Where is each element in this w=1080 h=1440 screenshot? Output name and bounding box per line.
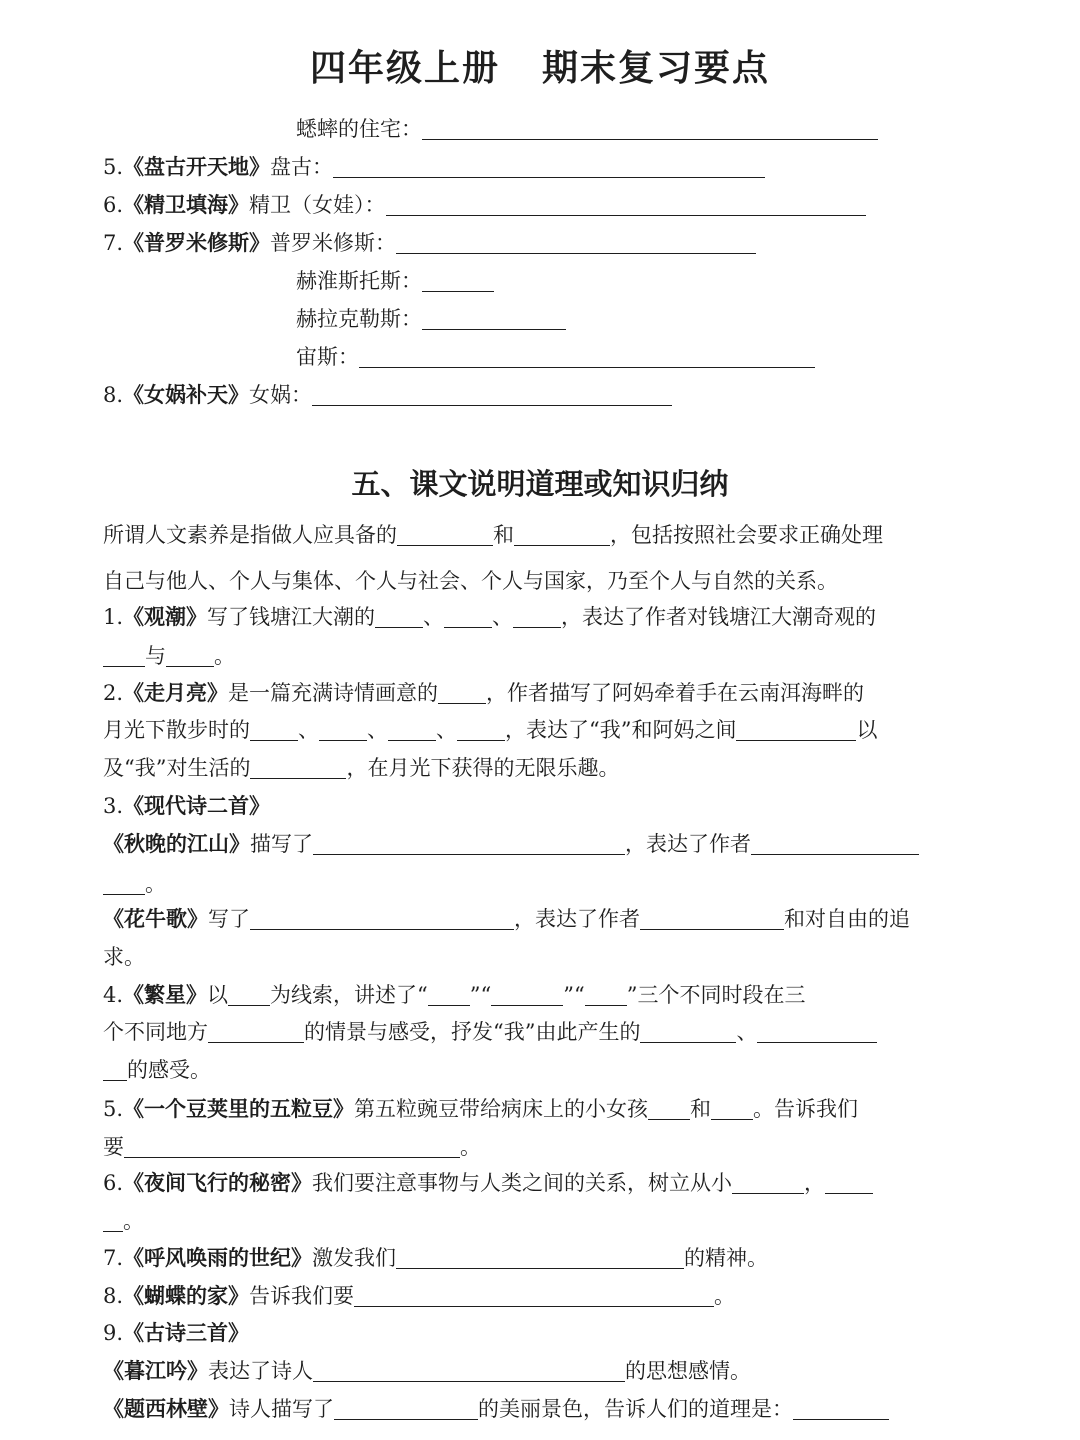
line-hephaestus: 赫淮斯托斯： [103, 266, 494, 296]
line-prometheus: 7.《普罗米修斯》普罗米修斯： [103, 228, 756, 258]
answer-blank[interactable] [793, 1399, 889, 1420]
answer-blank[interactable] [250, 909, 514, 930]
line-jingwei: 6.《精卫填海》精卫（女娃）： [103, 190, 866, 220]
item-8-line: 8.《蝴蝶的家》告诉我们要 。 [103, 1284, 736, 1308]
answer-blank[interactable] [166, 646, 214, 667]
line-nuwa: 8.《女娲补天》女娲： [103, 380, 672, 410]
item-9a-line: 《暮江吟》表达了诗人 的思想感情。 [103, 1359, 751, 1383]
line-zeus: 宙斯： [103, 342, 815, 372]
answer-blank[interactable] [513, 607, 561, 628]
answer-blank[interactable] [396, 233, 756, 254]
answer-blank[interactable] [319, 720, 367, 741]
item-3a-line-1: 《秋晚的江山》描写了 ，表达了作者 [103, 829, 919, 859]
answer-blank[interactable] [640, 1022, 736, 1043]
answer-blank[interactable] [103, 646, 145, 667]
item-7-line: 7.《呼风唤雨的世纪》激发我们 的精神。 [103, 1246, 769, 1270]
item-3b-line-2: 求。 [103, 945, 145, 969]
title-topic: 期末复习要点 [542, 48, 771, 89]
answer-blank[interactable] [422, 271, 494, 292]
answer-blank[interactable] [103, 1060, 127, 1081]
answer-blank[interactable] [438, 683, 486, 704]
answer-blank[interactable] [491, 985, 563, 1006]
item-2-line-1: 2.《走月亮》是一篇充满诗情画意的 ，作者描写了阿妈牵着手在云南洱海畔的 [103, 681, 865, 705]
section-heading: 五、课文说明道理或知识归纳 [351, 467, 729, 501]
answer-blank[interactable] [585, 985, 627, 1006]
answer-blank[interactable] [640, 909, 784, 930]
answer-blank[interactable] [103, 1211, 123, 1232]
answer-blank[interactable] [312, 385, 672, 406]
intro-line-1: 所谓人文素养是指做人应具备的 和 ，包括按照社会要求正确处理 [103, 523, 883, 547]
answer-blank[interactable] [313, 834, 625, 855]
item-2-line-3: 及“我”对生活的 ，在月光下获得的无限乐趣。 [103, 756, 620, 780]
title-grade: 四年级上册 [309, 48, 500, 89]
answer-blank[interactable] [825, 1173, 873, 1194]
answer-blank[interactable] [396, 1248, 684, 1269]
item-5-line-2: 要 。 [103, 1135, 481, 1159]
answer-blank[interactable] [386, 195, 866, 216]
item-6-line-2: 。 [103, 1206, 144, 1236]
answer-blank[interactable] [103, 874, 145, 895]
item-9-line: 9.《古诗三首》 [103, 1321, 250, 1345]
answer-blank[interactable] [736, 720, 856, 741]
line-heracles: 赫拉克勒斯： [103, 304, 566, 334]
answer-blank[interactable] [208, 1022, 304, 1043]
answer-blank[interactable] [757, 1022, 877, 1043]
answer-blank[interactable] [711, 1099, 753, 1120]
answer-blank[interactable] [375, 607, 423, 628]
answer-blank[interactable] [334, 1399, 478, 1420]
answer-blank[interactable] [751, 834, 919, 855]
item-6-line-1: 6.《夜间飞行的秘密》我们要注意事物与人类之间的关系，树立从小 ， [103, 1168, 873, 1198]
item-4-line-2: 个不同地方 的情景与感受，抒发“我”由此产生的 、 [103, 1017, 877, 1047]
answer-blank[interactable] [648, 1099, 690, 1120]
answer-blank[interactable] [444, 607, 492, 628]
item-3b-line-1: 《花牛歌》写了 ，表达了作者 和对自由的追 [103, 907, 910, 931]
answer-blank[interactable] [422, 119, 878, 140]
answer-blank[interactable] [250, 720, 298, 741]
item-5-line-1: 5.《一个豆荚里的五粒豆》第五粒豌豆带给病床上的小女孩 和 。告诉我们 [103, 1097, 859, 1121]
answer-blank[interactable] [124, 1137, 460, 1158]
item-4-line-1: 4.《繁星》以 为线索，讲述了“ ”“ ”“ ”三个不同时段在三 [103, 983, 806, 1007]
answer-blank[interactable] [457, 720, 505, 741]
answer-blank[interactable] [514, 525, 610, 546]
line-cricket-home: 蟋蟀的住宅： [103, 114, 878, 144]
answer-blank[interactable] [422, 309, 566, 330]
answer-blank[interactable] [313, 1361, 625, 1382]
item-2-line-2: 月光下散步时的 、 、 、 ，表达了“我”和阿妈之间 以 [103, 718, 878, 742]
line-pangu: 5.《盘古开天地》盘古： [103, 152, 765, 182]
answer-blank[interactable] [428, 985, 470, 1006]
item-3-line: 3.《现代诗二首》 [103, 794, 271, 818]
item-3a-line-2: 。 [103, 869, 166, 899]
answer-blank[interactable] [732, 1173, 804, 1194]
item-1-line-1: 1.《观潮》写了钱塘江大潮的 、 、 ，表达了作者对钱塘江大潮奇观的 [103, 605, 877, 629]
answer-blank[interactable] [354, 1286, 714, 1307]
item-1-line-2: 与 。 [103, 641, 235, 671]
answer-blank[interactable] [359, 347, 815, 368]
answer-blank[interactable] [250, 758, 346, 779]
answer-blank[interactable] [397, 525, 493, 546]
item-9b-line: 《题西林壁》诗人描写了 的美丽景色，告诉人们的道理是： [103, 1394, 889, 1424]
intro-line-2: 自己与他人、个人与集体、个人与社会、个人与国家，乃至个人与自然的关系。 [103, 569, 838, 593]
answer-blank[interactable] [228, 985, 270, 1006]
answer-blank[interactable] [333, 157, 765, 178]
page-title [0, 40, 1080, 91]
item-4-line-3: 的感受。 [103, 1055, 211, 1085]
answer-blank[interactable] [388, 720, 436, 741]
